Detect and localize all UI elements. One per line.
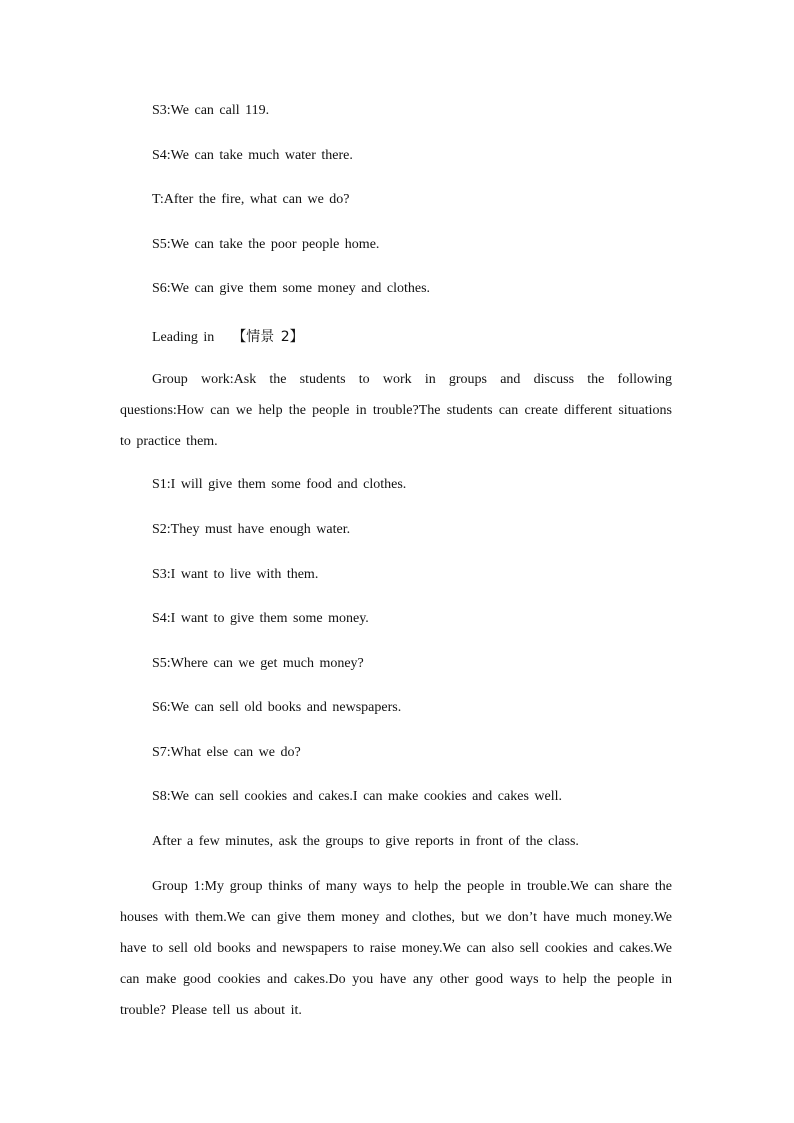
group-work-paragraph xyxy=(120,364,672,457)
dialogue-line-s2-water: S2:They must have enough water. xyxy=(152,522,351,537)
dialogue-line-s8-cookies: S8:We can sell cookies and cakes.I can make cookies and cakes well. xyxy=(152,789,563,804)
dialogue-line-s1-food: S1:I will give them some food and clothes. xyxy=(152,477,407,492)
dialogue-line-s4-water: S4:We can take much water there. xyxy=(152,148,353,163)
section-heading xyxy=(152,326,304,346)
dialogue-line-s5-home: S5:We can take the poor people home. xyxy=(152,237,380,252)
dialogue-line-s5-where: S5:Where can we get much money? xyxy=(152,656,364,671)
section-heading-scene: 【情景 2】 xyxy=(232,329,304,345)
dialogue-line-s6-money: S6:We can give them some money and clothes. xyxy=(152,281,431,296)
dialogue-line-teacher-question: T:After the fire, what can we do? xyxy=(152,192,350,207)
dialogue-line-s6-sell-books: S6:We can sell old books and newspapers. xyxy=(152,700,402,715)
instruction-line-reports: After a few minutes, ask the groups to give reports in front of the class. xyxy=(152,834,579,849)
section-heading-label: Leading in xyxy=(152,330,215,345)
group-report-paragraph xyxy=(120,871,672,1026)
group-work-text: Group work:Ask the students to work in groups and discuss the following questions:How can we help the people in trouble?The students can create different situations to practice them. xyxy=(120,372,672,449)
group-report-text: Group 1:My group thinks of many ways to help the people in trouble.We can share the houses with them.We can give them money and clothes, but we don’t have much money.We have to sell old books and newspapers to raise money.We can also sell cookies and cakes.We can make good cookies and cakes.Do you have any other good ways to help the people in trouble? Please tell us about it. xyxy=(120,879,672,1018)
dialogue-line-s3-live: S3:I want to live with them. xyxy=(152,567,319,582)
dialogue-line-s3-call: S3:We can call 119. xyxy=(152,103,270,118)
dialogue-line-s7-else: S7:What else can we do? xyxy=(152,745,301,760)
dialogue-line-s4-give-money: S4:I want to give them some money. xyxy=(152,611,369,626)
